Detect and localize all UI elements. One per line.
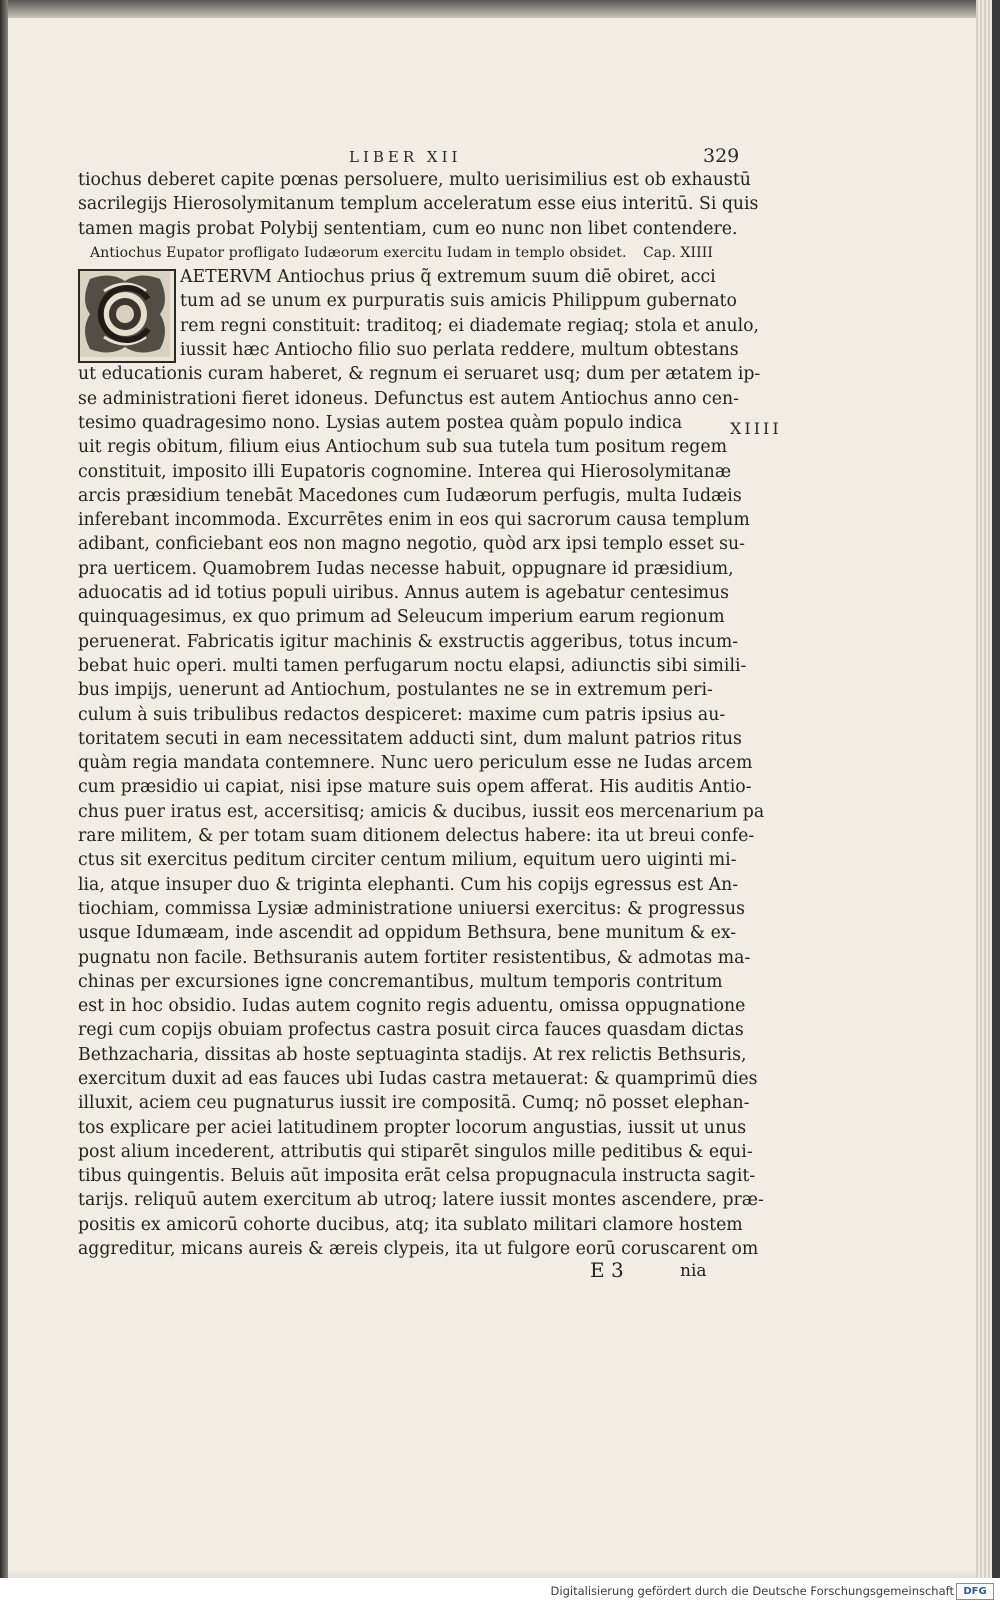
running-title: LIBER XII [349, 148, 462, 166]
text-line: est in hoc obsidio. Iudas autem cognito regis aduentu, omissa oppugnatione [78, 996, 746, 1017]
text-line: culum à suis tribulibus redactos despiceret: maxime cum patris ipsius au- [78, 704, 726, 725]
dropcap-line: tum ad se unum ex purpuratis suis amicis Philippum gubernato [180, 291, 737, 312]
text-line: toritatem secuti in eam necessitatem adducti sint, dum malunt patrios ritus [78, 728, 742, 749]
text-line: tamen magis probat Polybij sententiam, cum eo nunc non libet contendere. [78, 218, 738, 239]
text-line: aggreditur, micans aureis & æreis clypeis, ita ut fulgore eorū coruscarent om [78, 1239, 759, 1260]
chapter-heading [78, 241, 738, 265]
text-line: peruenerat. Fabricatis igitur machinis & exstructis aggeribus, totus incum- [78, 631, 739, 652]
dropcap-line: iussit hæc Antiocho filio suo perlata reddere, multum obtestans [180, 340, 739, 361]
text-line: pra uerticem. Quamobrem Iudas necesse habuit, oppugnare id præsidium, [78, 558, 734, 579]
text-line: inferebant incommoda. Excurrētes enim in eos qui sacrorum causa templum [78, 510, 750, 531]
text-line: pugnatu non facile. Bethsuranis autem fortiter resistentibus, & admotas ma- [78, 947, 751, 968]
text-line: tibus quingentis. Beluis aūt imposita erāt celsa propugnacula instructa sagit- [78, 1166, 756, 1187]
text-line: tesimo quadragesimo nono. Lysias autem postea quàm populo indica [78, 412, 683, 433]
footer-credit: Digitalisierung gefördert durch die Deutsche Forschungsgemeinschaft [550, 1584, 954, 1598]
text-line: chus puer iratus est, accersitisq; amicis & ducibus, iussit eos mercenarium pa [78, 801, 765, 822]
text-line: lia, atque insuper duo & triginta elephanti. Cum his copijs egressus est An- [78, 874, 739, 895]
text-line: ctus sit exercitus peditum circiter centum milium, equitum uero uiginti mi- [78, 850, 737, 871]
margin-note: XIIII [730, 419, 782, 438]
text-line: post alium incederent, attributis qui stiparēt singulos mille peditibus & equi- [78, 1141, 753, 1162]
page-fore-edge [976, 0, 992, 1578]
text-line: chinas per excursiones igne concremantibus, multum temporis contritum [78, 971, 723, 992]
catchword: nia [680, 1261, 707, 1281]
digitization-footer [0, 1578, 1000, 1605]
text-line: usque Idumæam, inde ascendit ad oppidum Bethsura, bene munitum & ex- [78, 923, 737, 944]
book-spine [0, 0, 8, 1578]
page-top-edge [8, 0, 984, 18]
text-line: bus impijs, uenerunt ad Antiochum, postulantes ne se in extremum peri- [78, 680, 713, 701]
dfg-logo: DFG [956, 1583, 994, 1600]
text-line: Bethzacharia, dissitas ab hoste septuaginta stadijs. At rex relictis Bethsuris, [78, 1044, 747, 1065]
chapter-number: Cap. XIIII [643, 244, 714, 261]
text-line: uit regis obitum, filium eius Antiochum sub sua tutela tum positum regem [78, 437, 727, 458]
text-line: tarijs. reliquū autem exercitum ab utroq; latere iussit montes ascendere, præ- [78, 1190, 764, 1211]
text-line: ut educationis curam haberet, & regnum ei seruaret usq; dum per ætatem ip- [78, 364, 761, 385]
text-block [78, 168, 765, 1261]
text-line: bebat huic operi. multi tamen perfugarum noctu elapsi, adiunctis sibi simili- [78, 655, 747, 676]
text-line: cum præsidio ui capiat, nisi ipse mature suis opem afferat. His auditis Antio- [78, 777, 752, 798]
text-line: quinquagesimus, ex quo primum ad Seleucum imperium earum regionum [78, 607, 725, 628]
page-number: 329 [703, 145, 740, 167]
text-line: regi cum copijs obuiam profectus castra posuit circa fauces quasdam dictas [78, 1020, 744, 1041]
text-line: tiochiam, commissa Lysiæ administratione uniuersi exercitus: & progressus [78, 898, 746, 919]
text-line: se administrationi fieret idoneus. Defunctus est autem Antiochus anno cen- [78, 388, 739, 409]
signature-mark: E 3 [590, 1258, 624, 1282]
text-line: exercitum duxit ad eas fauces ubi Iudas castra metauerat: & quamprimū dies [78, 1068, 758, 1089]
text-line: aduocatis ad id totius populi uiribus. Annus autem is agebatur centesimus [78, 583, 730, 604]
text-line: adibant, conficiebant eos non magno negotio, quòd arx ipsi templo esset su- [78, 534, 745, 555]
text-line: rare militem, & per totam suam ditionem delectus habere: ita ut breui confe- [78, 826, 755, 847]
text-line: arcis præsidium tenebāt Macedones cum Iudæorum perfugis, multa Iudæis [78, 485, 742, 506]
text-line: tiochus deberet capite pœnas persoluere, multo uerisimilius est ob exhaustū [78, 170, 751, 190]
text-line: tos explicare per aciei latitudinem propter locorum angustias, iussit ut unus [78, 1117, 747, 1138]
dropcap-line: rem regni constituit: traditoq; ei diademate regiaq; stola et anulo, [180, 315, 760, 336]
text-line: positis ex amicorū cohorte ducibus, atq; ita sublato militari clamore hostem [78, 1214, 743, 1235]
text-line: illuxit, aciem ceu pugnaturus iussit ire compositā. Cumq; nō posset elephan- [78, 1093, 750, 1114]
text-line: constituit, imposito illi Eupatoris cognomine. Interea qui Hierosolymitanæ [78, 461, 732, 482]
chapter-heading-text: Antiochus Eupator profligato Iudæorum exercitu Iudam in templo obsidet. [90, 244, 627, 261]
text-line: quàm regia mandata contemnere. Nunc uero periculum esse ne Iudas arcem [78, 753, 753, 774]
text-line: sacrilegijs Hierosolymitanum templum acceleratum esse eius interitū. Si quis [78, 194, 759, 215]
dropcap-line: AETERVM Antiochus prius q̃ extremum suum diē obiret, acci [180, 267, 716, 288]
